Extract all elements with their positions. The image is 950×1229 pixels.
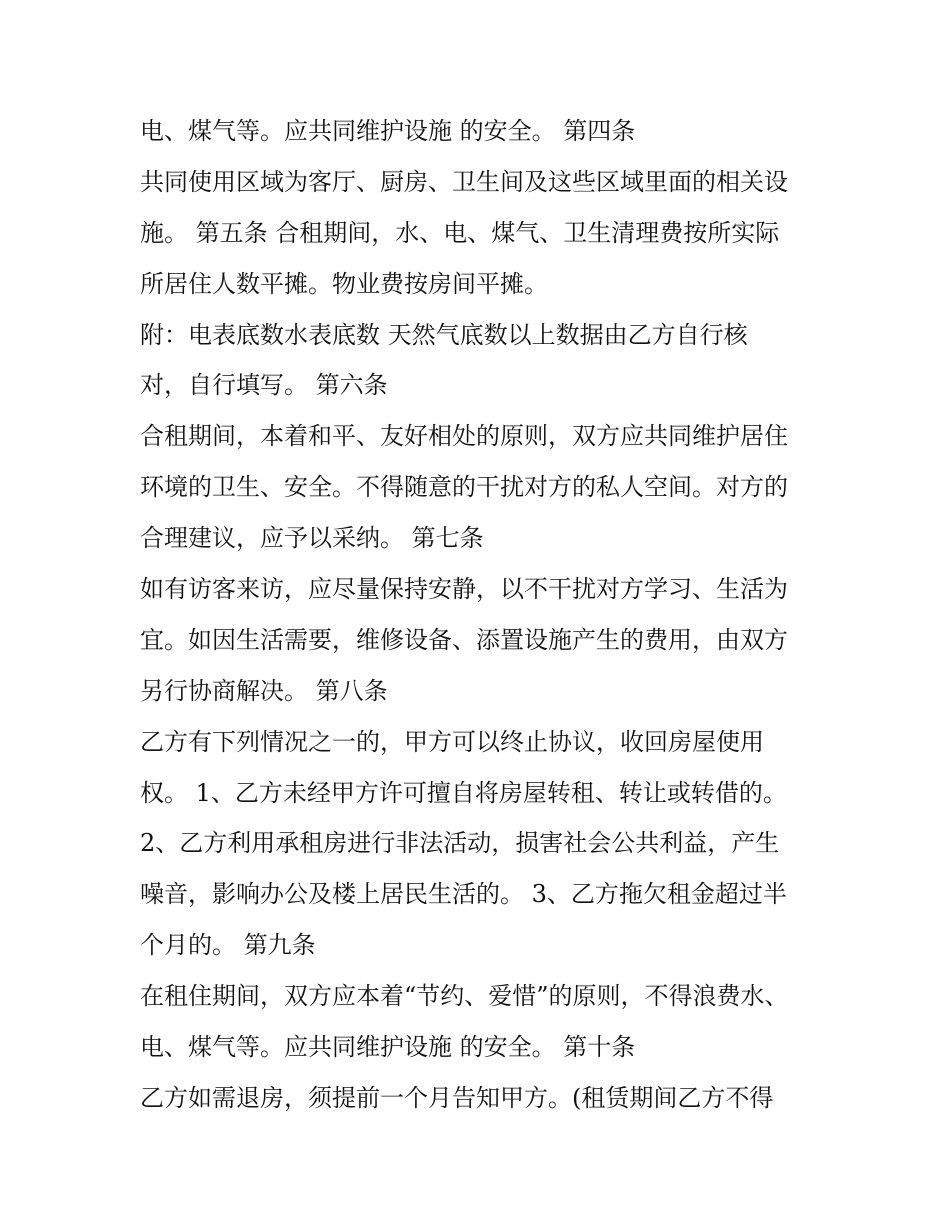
text-line: 合租期间，本着和平、友好相处的原则，双方应共同维护居住 (140, 422, 788, 451)
text-line: 乙方有下列情况之一的，甲方可以终止协议，收回房屋使用 (140, 727, 764, 756)
text-line: 权。 1、乙方未经甲方许可擅自将房屋转租、转让或转借的。 (140, 778, 787, 807)
text-line: 所居住人数平摊。物业费按房间平摊。 (140, 269, 548, 298)
document-body (140, 106, 830, 1124)
text-line: 对，自行填写。 第六条 (140, 371, 388, 400)
text-line: 噪音，影响办公及楼上居民生活的。 3、乙方拖欠租金超过半 (140, 880, 787, 909)
text-line: 电、煤气等。应共同维护设施 的安全。 第四条 (140, 117, 636, 145)
text-line: 在租住期间，双方应本着“节约、爱惜”的原则，不得浪费水、 (140, 982, 789, 1011)
text-line: 电、煤气等。应共同维护设施 的安全。 第十条 (140, 1033, 636, 1062)
text-line: 如有访客来访，应尽量保持安静，以不干扰对方学习、生活为 (140, 575, 788, 604)
text-line: 附：电表底数水表底数 天然气底数以上数据由乙方自行核 (140, 320, 748, 349)
text-line: 2、乙方利用承租房进行非法活动，损害社会公共利益，产生 (140, 829, 780, 858)
text-line: 共同使用区域为客厅、厨房、卫生间及这些区域里面的相关设 (140, 167, 788, 196)
text-line: 另行协商解决。 第八条 (140, 676, 388, 705)
text-line: 合理建议，应予以采纳。 第七条 (140, 524, 484, 553)
text-line: 环境的卫生、安全。不得随意的干扰对方的私人空间。对方的 (140, 473, 788, 502)
text-line: 宜。如因生活需要，维修设备、添置设施产生的费用，由双方 (140, 625, 788, 654)
text-line: 个月的。 第九条 (140, 931, 316, 960)
text-line: 乙方如需退房，须提前一个月告知甲方。(租赁期间乙方不得 (140, 1083, 774, 1112)
text-line: 施。 第五条 合租期间，水、电、煤气、卫生清理费按所实际 (140, 218, 780, 247)
